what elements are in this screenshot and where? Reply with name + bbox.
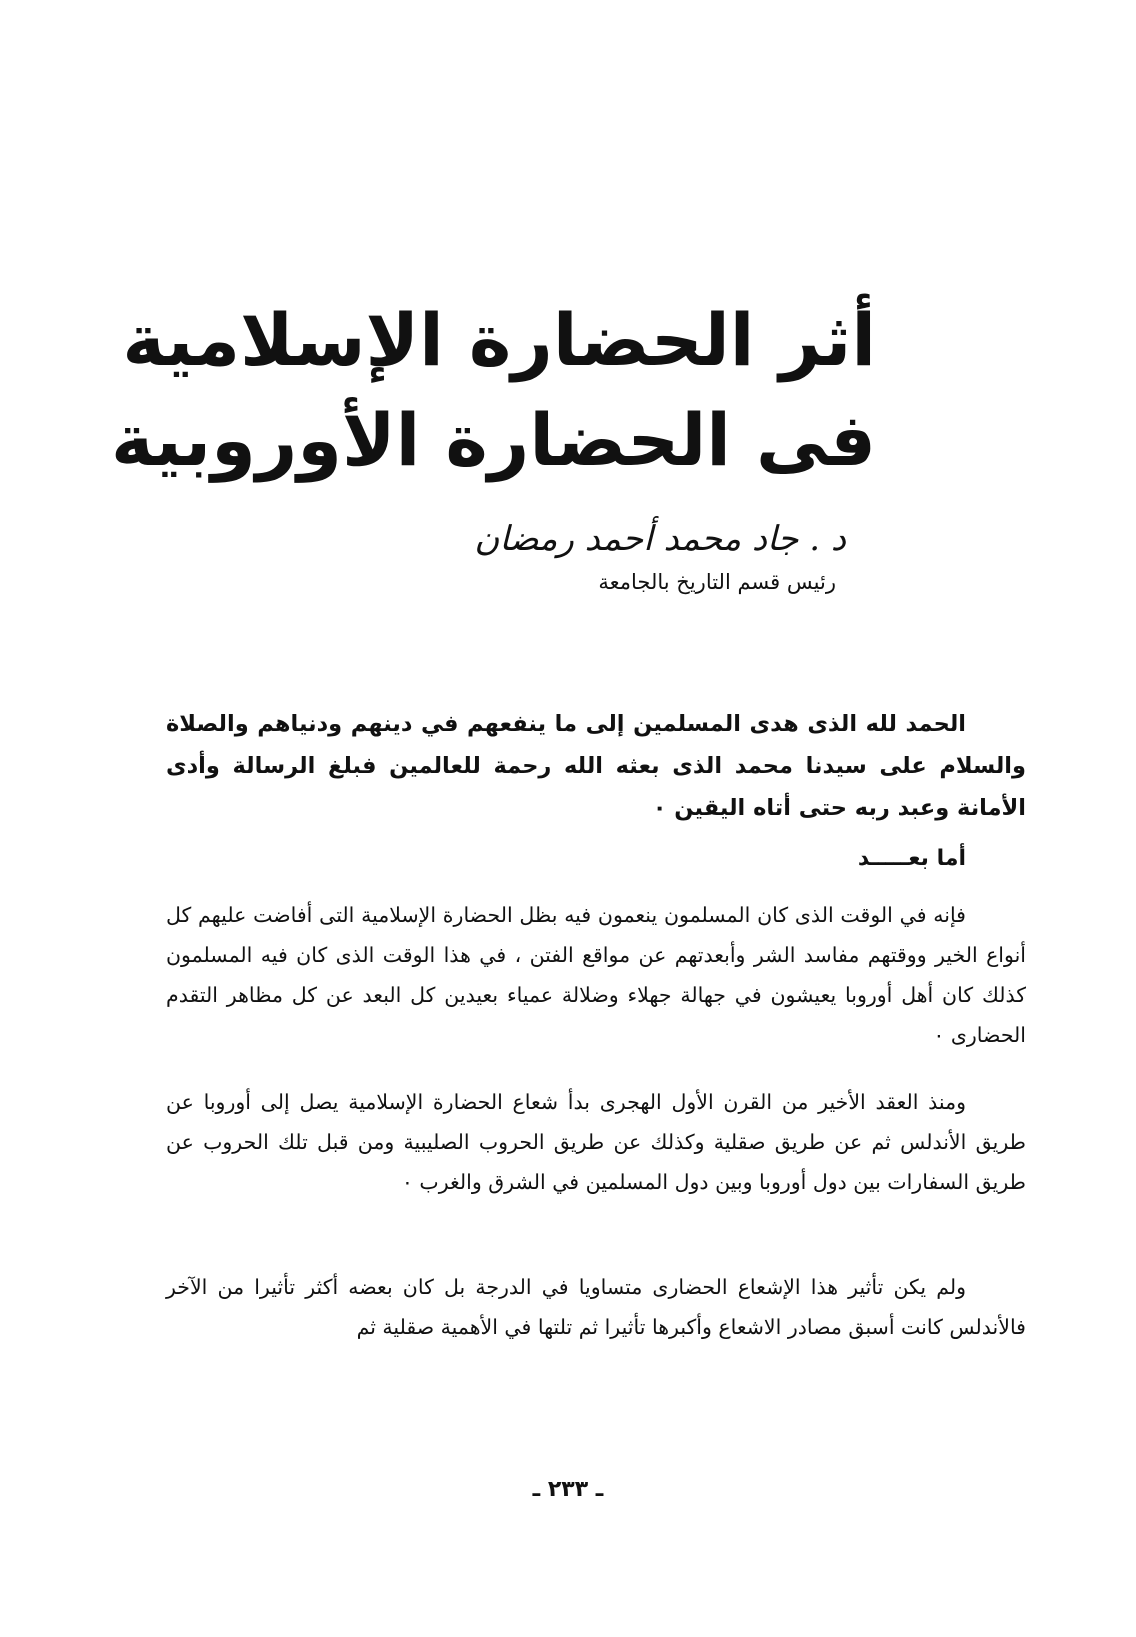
ama-baad-heading — [858, 842, 966, 876]
body-paragraph: ومنذ العقد الأخير من القرن الأول الهجرى بدأ شعاع الحضارة الإسلامية يصل إلى أوروبا عن طريق الأندلس ثم عن طريق صقلية وكذلك عن طريق الحروب الصليبية ومن قبل تلك الحروب عن طريق السفارات بين دول أوروبا وبين دول المسلمين في الشرق والغرب ٠ — [166, 1090, 1026, 1194]
author-position: رئيس قسم التاريخ بالجامعة — [598, 570, 836, 594]
ama-baad-text: أما بعـــــد — [857, 846, 966, 871]
article-title — [111, 290, 876, 490]
intro-paragraph: الحمد لله الذى هدى المسلمين إلى ما ينفعهم في دينهم ودنياهم والصلاة والسلام على سيدنا محمد الذى بعثه الله رحمة للعالمين فبلغ الرسالة وأدى الأمانة وعبد ربه حتى أتاه اليقين ٠ — [166, 711, 1026, 821]
title-line-2: فى الحضارة الأوروبية — [111, 398, 876, 482]
body-paragraph: فإنه في الوقت الذى كان المسلمون ينعمون فيه بظل الحضارة الإسلامية التى أفاضت عليهم كل أنواع الخير ووقتهم مفاسد الشر وأبعدتهم عن مواقع الفتن ، في هذا الوقت الذى كان فيه المسلمون كذلك كان أهل أوروبا يعيشون في جهالة جهلاء وضلالة عمياء بعيدين كل البعد عن كل مظاهر التقدم الحضارى ٠ — [166, 903, 1026, 1047]
body-paragraph: ولم يكن تأثير هذا الإشعاع الحضارى متساويا في الدرجة بل كان بعضه أكثر تأثيرا من الآخر فالأندلس كانت أسبق مصادر الاشعاع وأكبرها تأثيرا ثم تلتها في الأهمية صقلية ثم — [166, 1275, 1026, 1339]
page-number: ـ ٢٣٣ ـ — [532, 1477, 604, 1502]
author-name: د . جاد محمد أحمد رمضان — [474, 519, 846, 559]
title-line-1: أثر الحضارة الإسلامية — [122, 298, 876, 382]
